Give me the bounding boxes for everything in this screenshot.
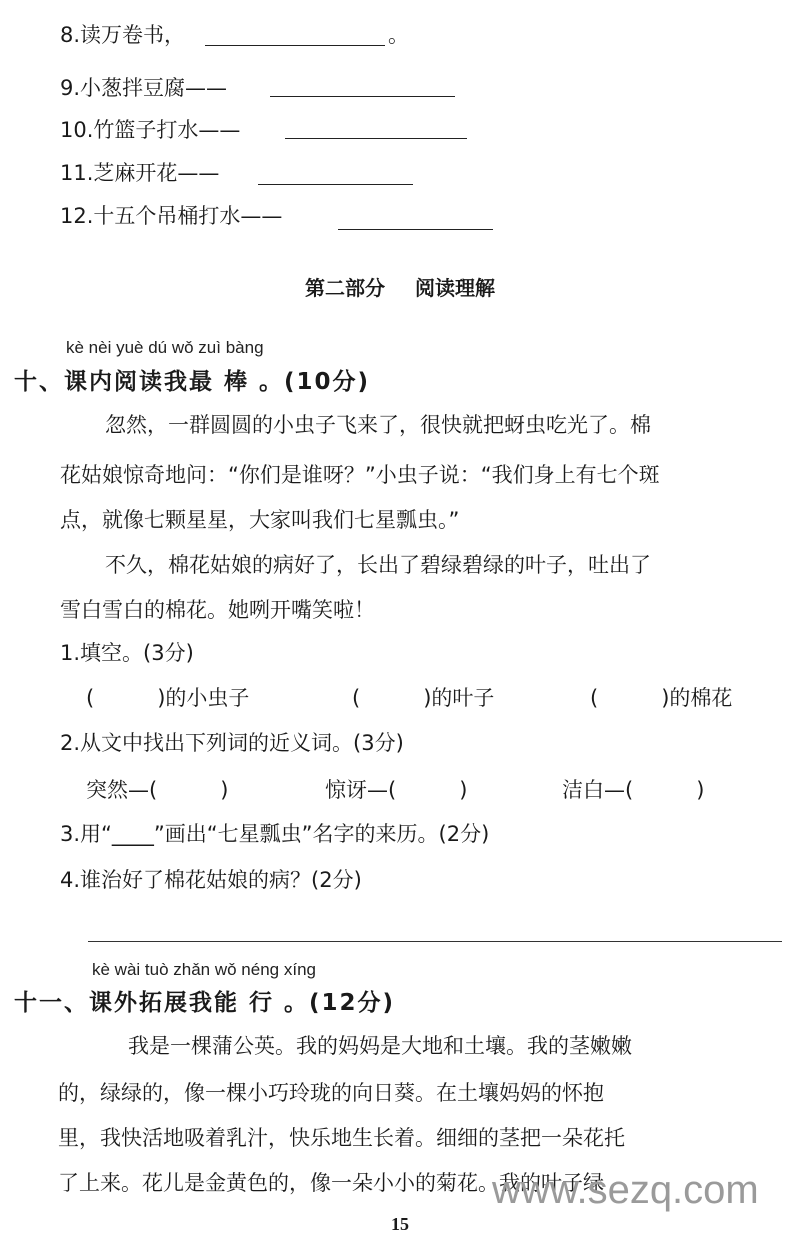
part-2-heading: [0, 272, 800, 301]
page-number: 15: [391, 1214, 409, 1234]
answer-blank-11[interactable]: [258, 184, 413, 185]
answer-blank-10[interactable]: [285, 138, 467, 139]
part-title: 第二部分: [305, 276, 385, 300]
passage-line: 花姑娘惊奇地问：“你们是谁呀？”小虫子说：“我们身上有七个斑: [60, 463, 660, 487]
passage-line: 里，我快活地吸着乳汁，快乐地生长着。细细的茎把一朵花托: [58, 1126, 625, 1150]
idiom-label: 8.读万卷书，: [60, 23, 186, 47]
question-3: 3.用“____”画出“七星瓢虫”名字的来历。(2分): [60, 822, 490, 846]
idiom-10: 10.竹篮子打水——: [60, 118, 241, 142]
passage-line: 我是一棵蒲公英。我的妈妈是大地和土壤。我的茎嫩嫩: [128, 1034, 632, 1058]
idiom-11: 11.芝麻开花——: [60, 161, 220, 185]
question-2: 2.从文中找出下列词的近义词。(3分): [60, 731, 404, 755]
question-1: 1.填空。(3分): [60, 641, 194, 665]
passage-line: 忽然，一群圆圆的小虫子飞来了，很快就把蚜虫吃光了。棉: [105, 413, 651, 437]
answer-line[interactable]: [88, 941, 782, 942]
section-11-pinyin: kè wài tuò zhǎn wǒ néng xíng: [92, 960, 316, 979]
idiom-12: 12.十五个吊桶打水——: [60, 204, 283, 228]
answer-blank-12[interactable]: [338, 229, 493, 230]
passage-line: 点，就像七颗星星，大家叫我们七星瓢虫。”: [60, 508, 460, 532]
synonym-item[interactable]: 惊讶—( ): [325, 778, 468, 802]
passage-line: 的，绿绿的，像一棵小巧玲珑的向日葵。在土壤妈妈的怀抱: [58, 1081, 604, 1105]
section-11-title: 十一、课外拓展我能 行 。(12分): [14, 990, 396, 1016]
watermark: www.sezq.com: [492, 1168, 759, 1212]
question-4: 4.谁治好了棉花姑娘的病？(2分): [60, 868, 362, 892]
section-10-title: 十、课内阅读我最 棒 。(10分): [14, 369, 371, 395]
part-subtitle: 阅读理解: [415, 276, 495, 300]
idiom-9: 9.小葱拌豆腐——: [60, 76, 228, 100]
section-10-pinyin: kè nèi yuè dú wǒ zuì bàng: [66, 338, 264, 357]
answer-blank-9[interactable]: [270, 96, 455, 97]
fill-item[interactable]: ( )的棉花: [590, 686, 733, 710]
passage-line: 了上来。花儿是金黄色的，像一朵小小的菊花。我的叶子绿: [58, 1171, 604, 1195]
passage-line: 不久，棉花姑娘的病好了，长出了碧绿碧绿的叶子，吐出了: [105, 553, 651, 577]
fill-item[interactable]: ( )的小虫子: [86, 686, 250, 710]
answer-blank-8[interactable]: [205, 45, 385, 46]
idiom-8-end: 。: [388, 23, 409, 47]
passage-line: 雪白雪白的棉花。她咧开嘴笑啦！: [60, 598, 375, 622]
idiom-8: [60, 22, 185, 48]
fill-item[interactable]: ( )的叶子: [352, 686, 495, 710]
synonym-item[interactable]: 突然—( ): [86, 778, 229, 802]
synonym-item[interactable]: 洁白—( ): [562, 778, 705, 802]
